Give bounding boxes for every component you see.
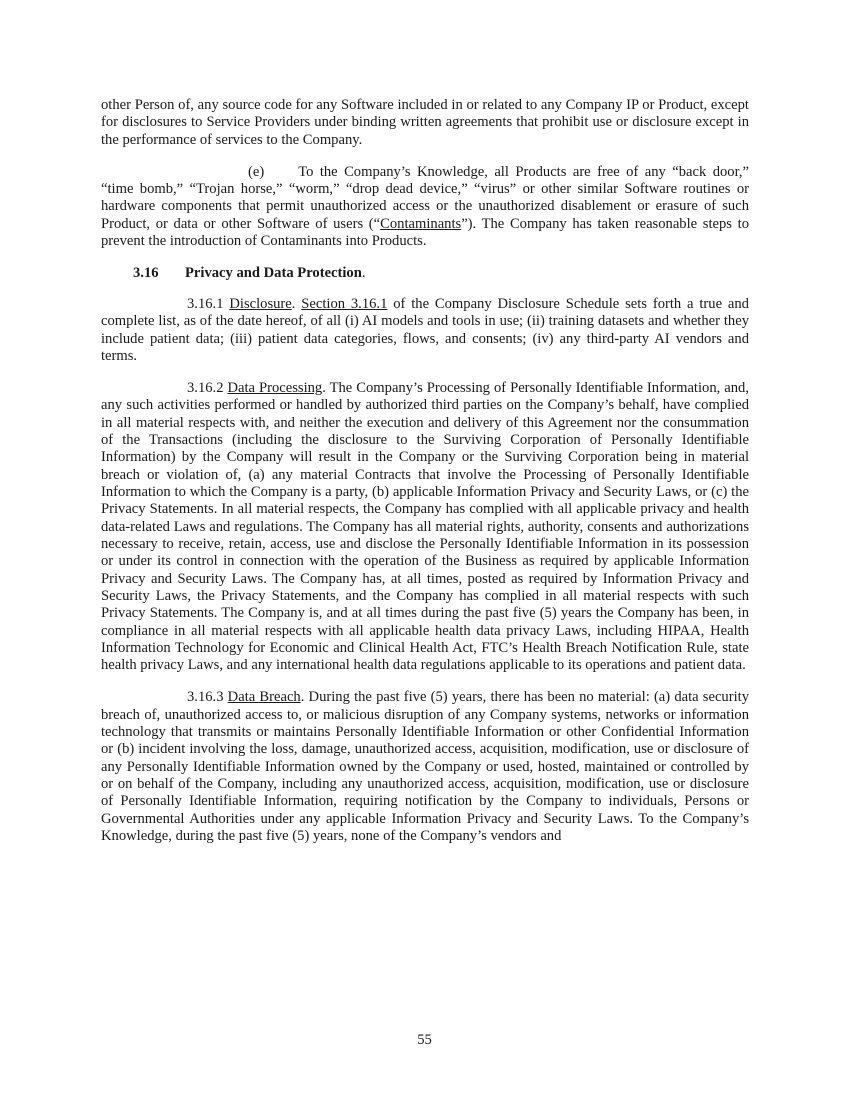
document-page [101, 97, 749, 860]
section-reference: Section 3.16.1 [301, 296, 388, 313]
subsection-title: Data Breach [227, 689, 301, 706]
subsection-number: 3.16.3 [187, 689, 224, 706]
section-number: 3.16 [133, 264, 159, 281]
section-title: Privacy and Data Protection [185, 264, 362, 281]
subsection-3-16-1 [101, 296, 749, 365]
section-heading [101, 265, 749, 282]
subsection-title: Disclosure [229, 296, 292, 313]
subsection-3-16-2 [101, 380, 749, 675]
clause-e-label: (e) [248, 163, 265, 180]
subsection-number: 3.16.1 [187, 296, 224, 313]
page-number: 55 [417, 1032, 432, 1048]
subsection-number: 3.16.2 [187, 379, 224, 396]
subsection-text: of the Company Disclosure Schedule sets forth a true and complete list, as of the date hereof, of all (i) AI models and tools in use; (ii) training datasets and whether they include patient data; (iii) patient data categories, flows, and consents; (iv) any third-party AI vendors and terms. [101, 296, 749, 365]
section-title-period: . [361, 264, 366, 281]
subsection-title: Data Processing [227, 379, 323, 396]
defined-term-contaminants: Contaminants [380, 215, 462, 232]
subsection-text: . During the past five (5) years, there has been no material: (a) data security breach of, unauthorized access to, or malicious disruption of any Company systems, networks or information technology that transmits or maintains Personally Identifiable Information or other Confidential Information or (b) incident involving the loss, damage, unauthorized access, acquisition, modification, use or disclosure of any Personally Identifiable Information owned by the Company or used, hosted, maintained or controlled by or on behalf of the Company, including any unauthorized access, acquisition, modification, use or disclosure of Personally Identifiable Information, requiring notification by the Company to individuals, Persons or Governmental Authorities under any applicable Information Privacy and Security Laws. To the Company’s Knowledge, during the past five (5) years, none of the Company’s vendors and [101, 689, 749, 845]
paragraph-continuation: other Person of, any source code for any Software included in or related to any Company IP or Product, except for disclosures to Service Providers under binding written agreements that prohibit use or disclosure except in the performance of services to the Company. [101, 97, 749, 148]
subsection-text: . The Company’s Processing of Personally Identifiable Information, and, any such activities performed or handled by authorized third parties on the Company’s behalf, have complied in all material respects with, and neither the execution and delivery of this Agreement nor the consummation of the Transactions (including the disclosure to the Surviving Corporation of Personally Identifiable Information) by the Company will result in the Company or the Surviving Corporation being in material breach or violation of, (a) any material Contracts that involve the Processing of Personally Identifiable Information to which the Company is a party, (b) applicable Information Privacy and Security Laws, or (c) the Privacy Statements. In all material respects, the Company has complied with all applicable privacy and health data-related Laws and regulations. The Company has all material rights, authority, consents and authorizations necessary to receive, retain, access, use and disclose the Personally Identifiable Information in its possession or under its control in connection with the operation of the Business as required by applicable Information Privacy and Security Laws. The Company has, at all times, posted as required by Information Privacy and Security Laws, the Privacy Statements, and the Company has complied in all material respects with such Privacy Statements. The Company is, and at all times during the past five (5) years the Company has been, in compliance in all material respects with all applicable health data privacy Laws, including HIPAA, Health Information Technology for Economic and Clinical Health Act, FTC’s Health Breach Notification Rule, state health privacy Laws, and any international health data regulations applicable to its operations and patient data. [101, 379, 749, 674]
clause-e-text: To the Company’s Knowledge, all Products are free of any “back door,” “time bomb,” “Trojan horse,” “worm,” “drop dead device,” “virus” or other similar Software routines or hardware components that permit unauthorized access or the unauthorized disablement or erasure of such Product, or data or other Software of users (“ [101, 163, 749, 232]
subsection-separator: . [291, 296, 302, 313]
clause-e-text-end: ”). The Company has taken reasonable steps to prevent the introduction of Contaminants into Products. [101, 215, 749, 249]
subsection-3-16-3 [101, 689, 749, 845]
clause-e [101, 164, 749, 251]
